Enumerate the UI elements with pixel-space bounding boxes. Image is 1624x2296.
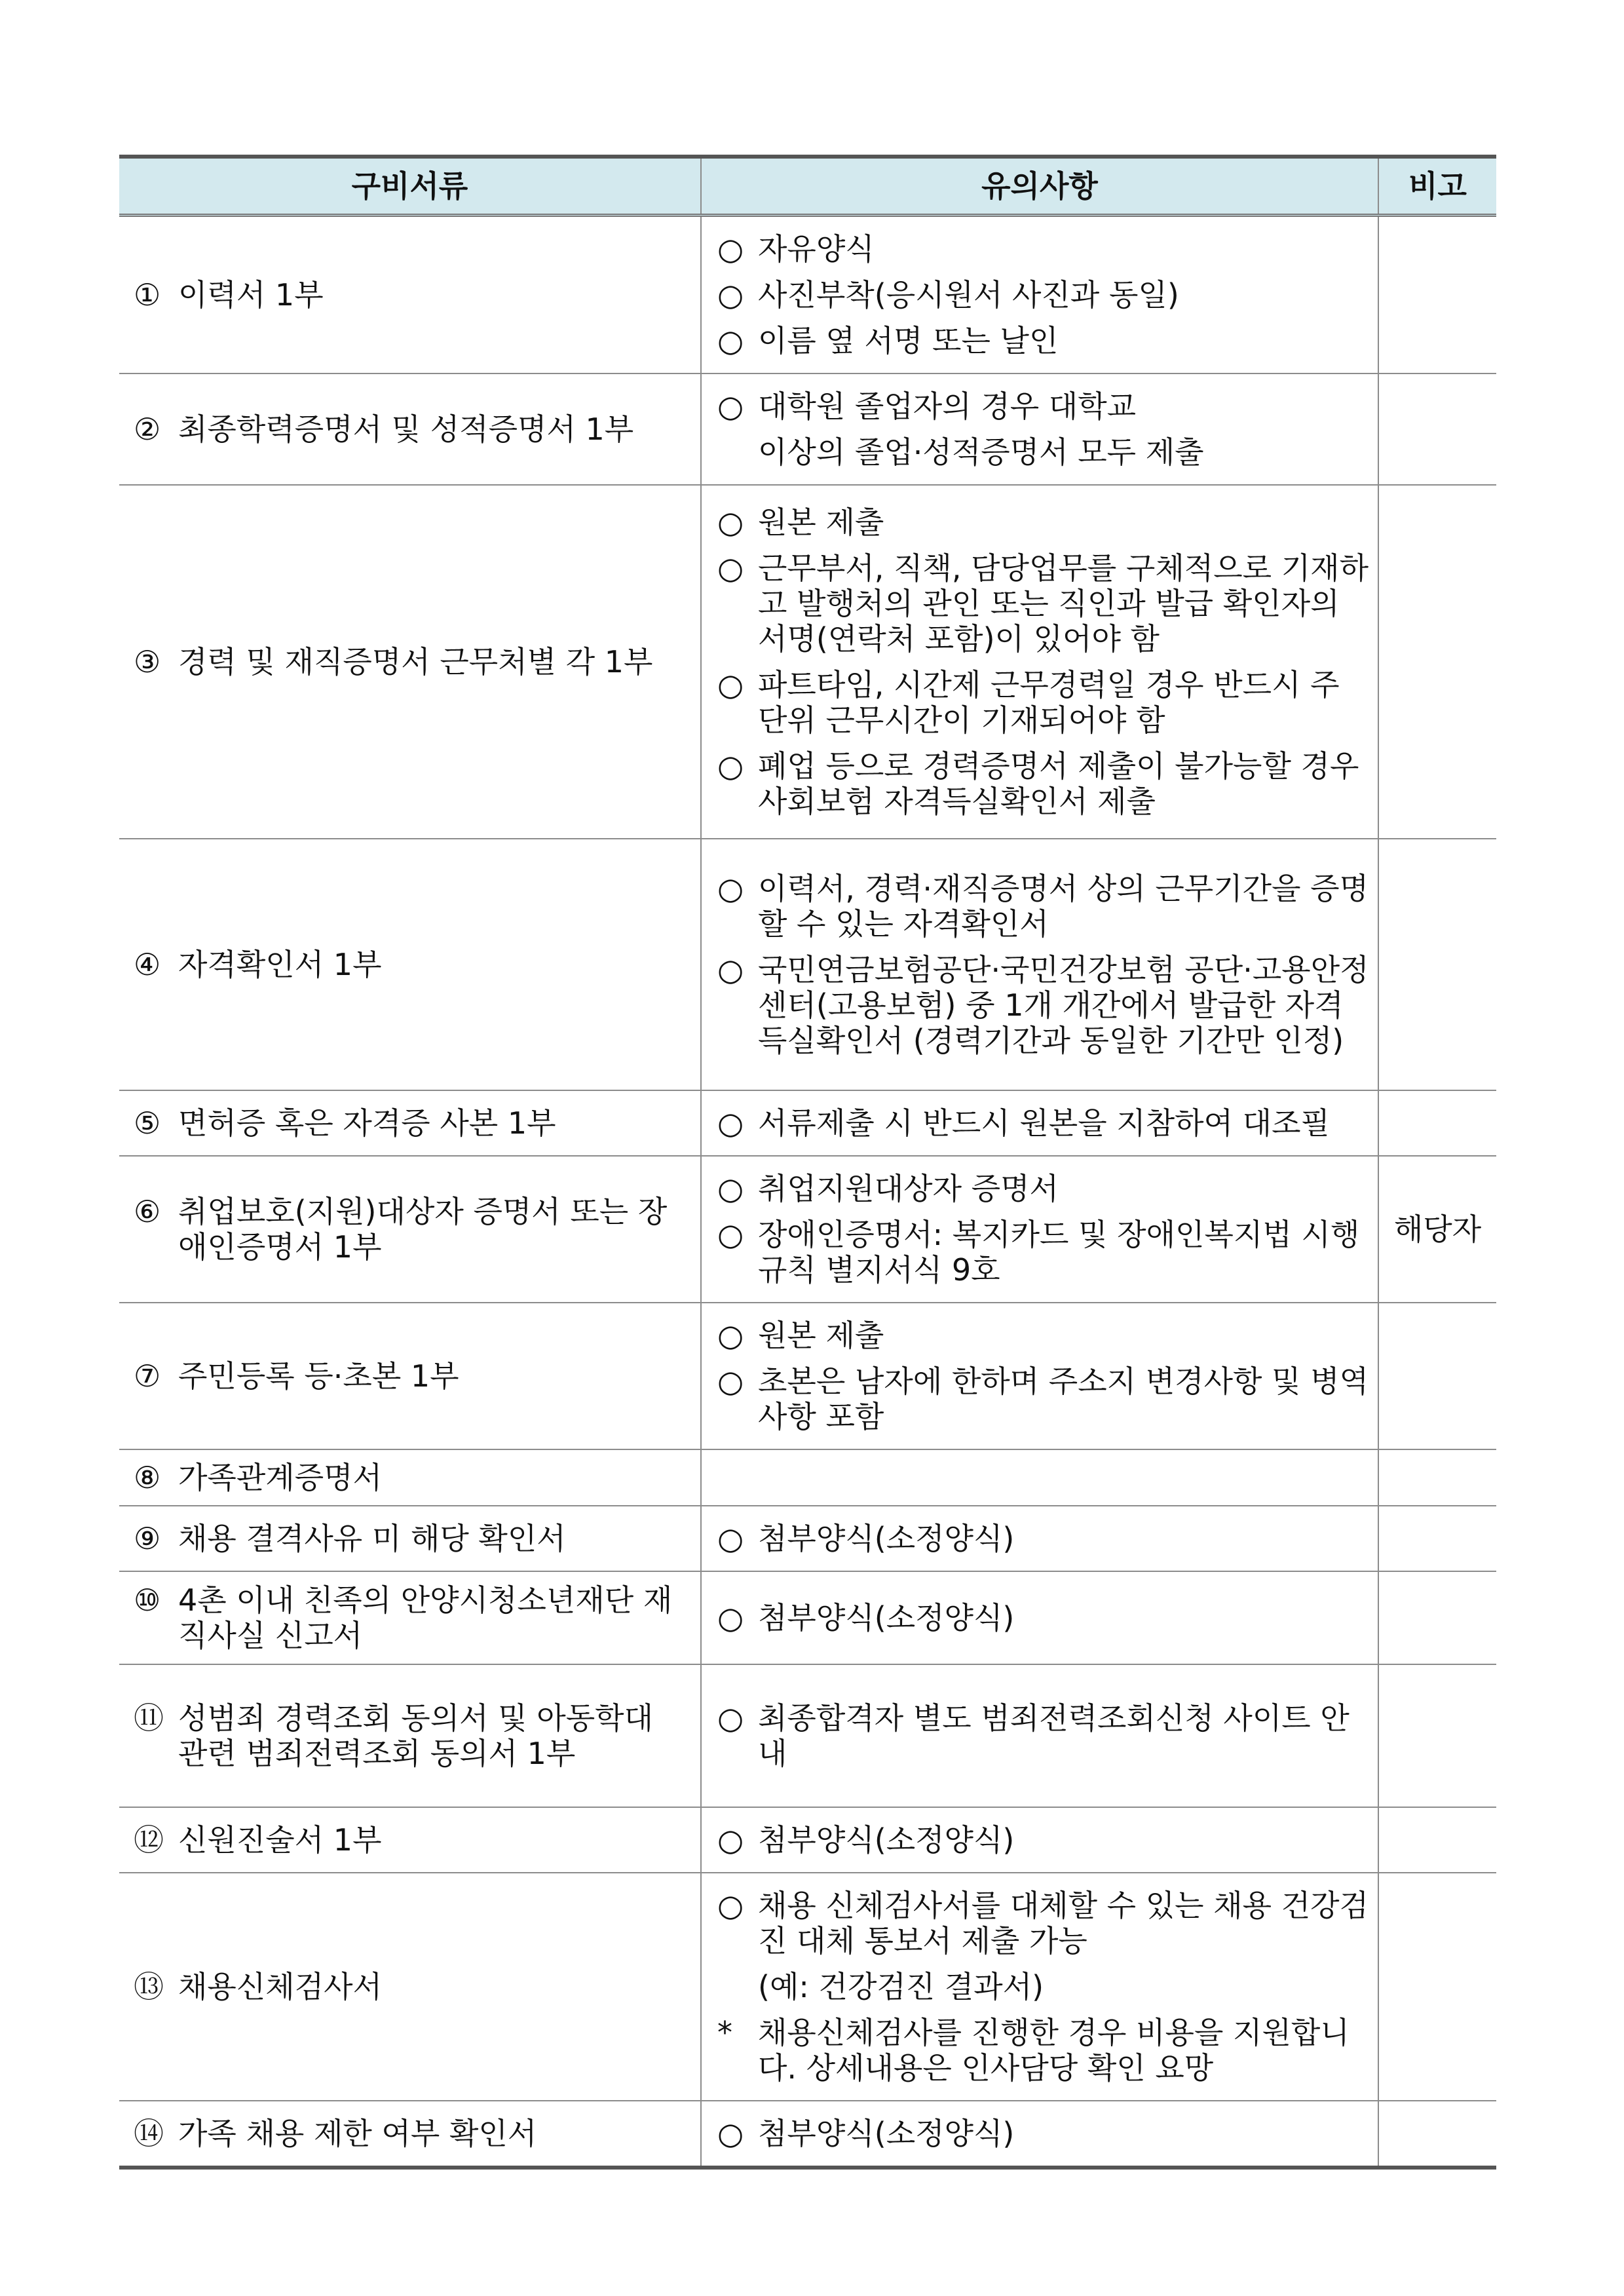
document-number: ⑦ — [134, 1358, 161, 1394]
note-item — [717, 277, 1371, 313]
remark-cell — [1378, 1807, 1496, 1873]
note-text: 채용신체검사를 진행한 경우 비용을 지원합니다. 상세내용은 인사담당 확인 요망 — [758, 2015, 1350, 2086]
table-row — [119, 2101, 1496, 2168]
note-item — [717, 667, 1371, 738]
circle-bullet-icon: ○ — [717, 550, 744, 586]
remark-cell — [1378, 2101, 1496, 2168]
document-cell — [119, 1664, 701, 1807]
document-number: ⑪ — [134, 1700, 164, 1736]
table-row — [119, 1156, 1496, 1303]
note-text: 이름 옆 서명 또는 날인 — [758, 323, 1059, 358]
document-number: ⑬ — [134, 1969, 164, 2004]
table-row — [119, 1090, 1496, 1156]
document-cell — [119, 839, 701, 1090]
document-cell — [119, 2101, 701, 2168]
circle-bullet-icon: ○ — [717, 1888, 744, 1923]
document-name: 최종학력증명서 및 성적증명서 1부 — [178, 411, 634, 447]
notes-cell — [701, 1807, 1378, 1873]
document-item — [134, 644, 691, 679]
document-name: 성범죄 경력조회 동의서 및 아동학대 관련 범죄전력조회 동의서 1부 — [178, 1700, 654, 1771]
document-cell — [119, 1090, 701, 1156]
remark-cell — [1378, 1303, 1496, 1449]
circle-bullet-icon: ○ — [717, 1318, 744, 1353]
document-item — [134, 1582, 691, 1653]
note-text: 폐업 등으로 경력증명서 제출이 불가능할 경우 사회보험 자격득실확인서 제출 — [758, 748, 1359, 819]
document-number: ⑨ — [134, 1521, 161, 1556]
document-item — [134, 411, 691, 447]
document-cell — [119, 1506, 701, 1571]
circle-bullet-icon: ○ — [717, 1364, 744, 1399]
note-item — [717, 1700, 1371, 1771]
circle-bullet-icon: ○ — [717, 871, 744, 906]
document-item — [134, 1194, 691, 1265]
note-item — [717, 952, 1371, 1058]
note-text: 근무부서, 직책, 담당업무를 구체적으로 기재하고 발행처의 관인 또는 직인과 발급 확인자의 서명(연락처 포함)이 있어야 함 — [758, 550, 1369, 657]
document-number: ① — [134, 277, 161, 313]
document-name: 취업보호(지원)대상자 증명서 또는 장애인증명서 1부 — [178, 1194, 668, 1265]
note-item — [717, 1521, 1371, 1556]
header-row — [119, 157, 1496, 216]
circle-bullet-icon: ○ — [717, 2116, 744, 2151]
note-item — [717, 871, 1371, 942]
document-item — [134, 1358, 691, 1394]
document-name: 경력 및 재직증명서 근무처별 각 1부 — [178, 644, 653, 679]
document-cell — [119, 1571, 701, 1664]
table-row — [119, 1506, 1496, 1571]
circle-bullet-icon: ○ — [717, 505, 744, 540]
circle-bullet-icon: ○ — [717, 1700, 744, 1736]
document-number: ⑥ — [134, 1194, 161, 1229]
note-text: 원본 제출 — [758, 505, 884, 540]
document-item — [134, 1521, 691, 1556]
table-row — [119, 1449, 1496, 1506]
note-text: 최종합격자 별도 범죄전력조회신청 사이트 안내 — [758, 1700, 1350, 1771]
note-text: 취업지원대상자 증명서 — [758, 1171, 1059, 1206]
note-text: 장애인증명서: 복지카드 및 장애인복지법 시행규칙 별지서식 9호 — [758, 1217, 1360, 1288]
document-item — [134, 2116, 691, 2151]
document-number: ⑤ — [134, 1105, 161, 1141]
remark-cell — [1378, 1571, 1496, 1664]
required-documents-table — [119, 155, 1496, 2170]
note-item — [717, 1888, 1371, 1959]
note-item — [717, 389, 1371, 424]
header-remark: 비고 — [1378, 157, 1496, 216]
note-text: 국민연금보험공단·국민건강보험 공단·고용안정센터(고용보험) 중 1개 개간에서 발급한 자격득실확인서 (경력기간과 동일한 기간만 인정) — [758, 952, 1369, 1058]
document-number: ④ — [134, 947, 161, 982]
note-text: 첨부양식(소정양식) — [758, 1600, 1015, 1636]
document-item — [134, 1822, 691, 1858]
circle-bullet-icon: ○ — [717, 1217, 744, 1252]
document-number: ⑭ — [134, 2116, 164, 2151]
notes-cell — [701, 485, 1378, 839]
circle-bullet-icon: ○ — [717, 1171, 744, 1206]
table-row — [119, 839, 1496, 1090]
document-name: 채용 결격사유 미 해당 확인서 — [178, 1521, 566, 1556]
document-item — [134, 1105, 691, 1141]
notes-cell — [701, 2101, 1378, 2168]
note-item — [717, 1969, 1371, 2004]
document-number: ⑫ — [134, 1822, 164, 1858]
circle-bullet-icon: ○ — [717, 1105, 744, 1141]
note-item — [717, 231, 1371, 267]
notes-cell — [701, 1303, 1378, 1449]
note-item — [717, 2015, 1371, 2086]
circle-bullet-icon: ○ — [717, 389, 744, 424]
circle-bullet-icon: ○ — [717, 277, 744, 313]
note-text: (예: 건강검진 결과서) — [758, 1969, 1044, 2004]
note-text: 원본 제출 — [758, 1318, 884, 1353]
remark-cell: 해당자 — [1378, 1156, 1496, 1303]
circle-bullet-icon: ○ — [717, 1521, 744, 1556]
document-number: ⑩ — [134, 1582, 161, 1618]
remark-cell — [1378, 485, 1496, 839]
document-number: ③ — [134, 644, 161, 679]
table-body — [119, 216, 1496, 2168]
document-name: 자격확인서 1부 — [178, 947, 382, 982]
notes-cell — [701, 1156, 1378, 1303]
note-item — [717, 1364, 1371, 1434]
remark-cell — [1378, 1449, 1496, 1506]
notes-cell — [701, 1664, 1378, 1807]
note-text: 이력서, 경력·재직증명서 상의 근무기간을 증명할 수 있는 자격확인서 — [758, 871, 1369, 942]
document-number: ⑧ — [134, 1460, 161, 1495]
document-cell — [119, 373, 701, 485]
note-item — [717, 505, 1371, 540]
note-item — [717, 323, 1371, 358]
circle-bullet-icon: ○ — [717, 231, 744, 267]
document-item — [134, 1700, 691, 1771]
circle-bullet-icon: ○ — [717, 748, 744, 784]
notes-cell — [701, 1449, 1378, 1506]
header-documents: 구비서류 — [119, 157, 701, 216]
circle-bullet-icon: ○ — [717, 1600, 744, 1636]
table-header — [119, 157, 1496, 216]
remark-cell — [1378, 839, 1496, 1090]
remark-cell — [1378, 1506, 1496, 1571]
table-row — [119, 485, 1496, 839]
document-cell — [119, 1156, 701, 1303]
document-name: 4촌 이내 친족의 안양시청소년재단 재직사실 신고서 — [178, 1582, 673, 1653]
notes-cell — [701, 373, 1378, 485]
notes-cell — [701, 1873, 1378, 2101]
circle-bullet-icon: ○ — [717, 1822, 744, 1858]
note-item — [717, 434, 1371, 470]
note-text: 첨부양식(소정양식) — [758, 1521, 1015, 1556]
circle-bullet-icon: ○ — [717, 952, 744, 987]
remark-cell — [1378, 1873, 1496, 2101]
note-item — [717, 748, 1371, 819]
note-text: 자유양식 — [758, 231, 875, 267]
table-row — [119, 1303, 1496, 1449]
note-text: 파트타임, 시간제 근무경력일 경우 반드시 주 단위 근무시간이 기재되어야 함 — [758, 667, 1340, 738]
note-item — [717, 2116, 1371, 2151]
document-cell — [119, 1807, 701, 1873]
table-row — [119, 1807, 1496, 1873]
circle-bullet-icon: ○ — [717, 323, 744, 358]
table-row — [119, 216, 1496, 374]
table-row — [119, 1664, 1496, 1807]
document-cell — [119, 485, 701, 839]
document-cell — [119, 1449, 701, 1506]
note-item — [717, 1822, 1371, 1858]
note-text: 첨부양식(소정양식) — [758, 1822, 1015, 1858]
note-text: 대학원 졸업자의 경우 대학교 — [758, 389, 1137, 424]
table-row — [119, 1873, 1496, 2101]
remark-cell — [1378, 1090, 1496, 1156]
note-item — [717, 1318, 1371, 1353]
remark-cell — [1378, 1664, 1496, 1807]
document-item — [134, 1460, 691, 1495]
document-item — [134, 277, 691, 313]
note-text: 채용 신체검사서를 대체할 수 있는 채용 건강검진 대체 통보서 제출 가능 — [758, 1888, 1369, 1959]
note-item — [717, 550, 1371, 657]
note-text: 첨부양식(소정양식) — [758, 2116, 1015, 2151]
notes-cell — [701, 1571, 1378, 1664]
document-name: 채용신체검사서 — [178, 1969, 383, 2004]
document-name: 가족관계증명서 — [178, 1460, 383, 1495]
table-row — [119, 1571, 1496, 1664]
document-number: ② — [134, 411, 161, 447]
asterisk-bullet-icon: * — [717, 2015, 732, 2050]
note-text: 이상의 졸업·성적증명서 모두 제출 — [758, 434, 1204, 470]
document-cell — [119, 1873, 701, 2101]
notes-cell — [701, 839, 1378, 1090]
notes-cell — [701, 1090, 1378, 1156]
note-item — [717, 1171, 1371, 1206]
table-row — [119, 373, 1496, 485]
document-item — [134, 1969, 691, 2004]
document-name: 신원진술서 1부 — [178, 1822, 382, 1858]
note-text: 사진부착(응시원서 사진과 동일) — [758, 277, 1179, 313]
note-text: 서류제출 시 반드시 원본을 지참하여 대조필 — [758, 1105, 1330, 1141]
document-cell — [119, 1303, 701, 1449]
note-text: 초본은 남자에 한하며 주소지 변경사항 및 병역사항 포함 — [758, 1364, 1369, 1434]
circle-bullet-icon: ○ — [717, 667, 744, 702]
document-cell — [119, 216, 701, 374]
document-name: 이력서 1부 — [178, 277, 324, 313]
document-name: 주민등록 등·초본 1부 — [178, 1358, 459, 1394]
remark-cell — [1378, 373, 1496, 485]
note-item — [717, 1217, 1371, 1288]
document-name: 면허증 혹은 자격증 사본 1부 — [178, 1105, 556, 1141]
note-item — [717, 1105, 1371, 1141]
document-item — [134, 947, 691, 982]
header-notes: 유의사항 — [701, 157, 1378, 216]
notes-cell — [701, 216, 1378, 374]
remark-cell — [1378, 216, 1496, 374]
notes-cell — [701, 1506, 1378, 1571]
note-item — [717, 1600, 1371, 1636]
document-name: 가족 채용 제한 여부 확인서 — [178, 2116, 537, 2151]
